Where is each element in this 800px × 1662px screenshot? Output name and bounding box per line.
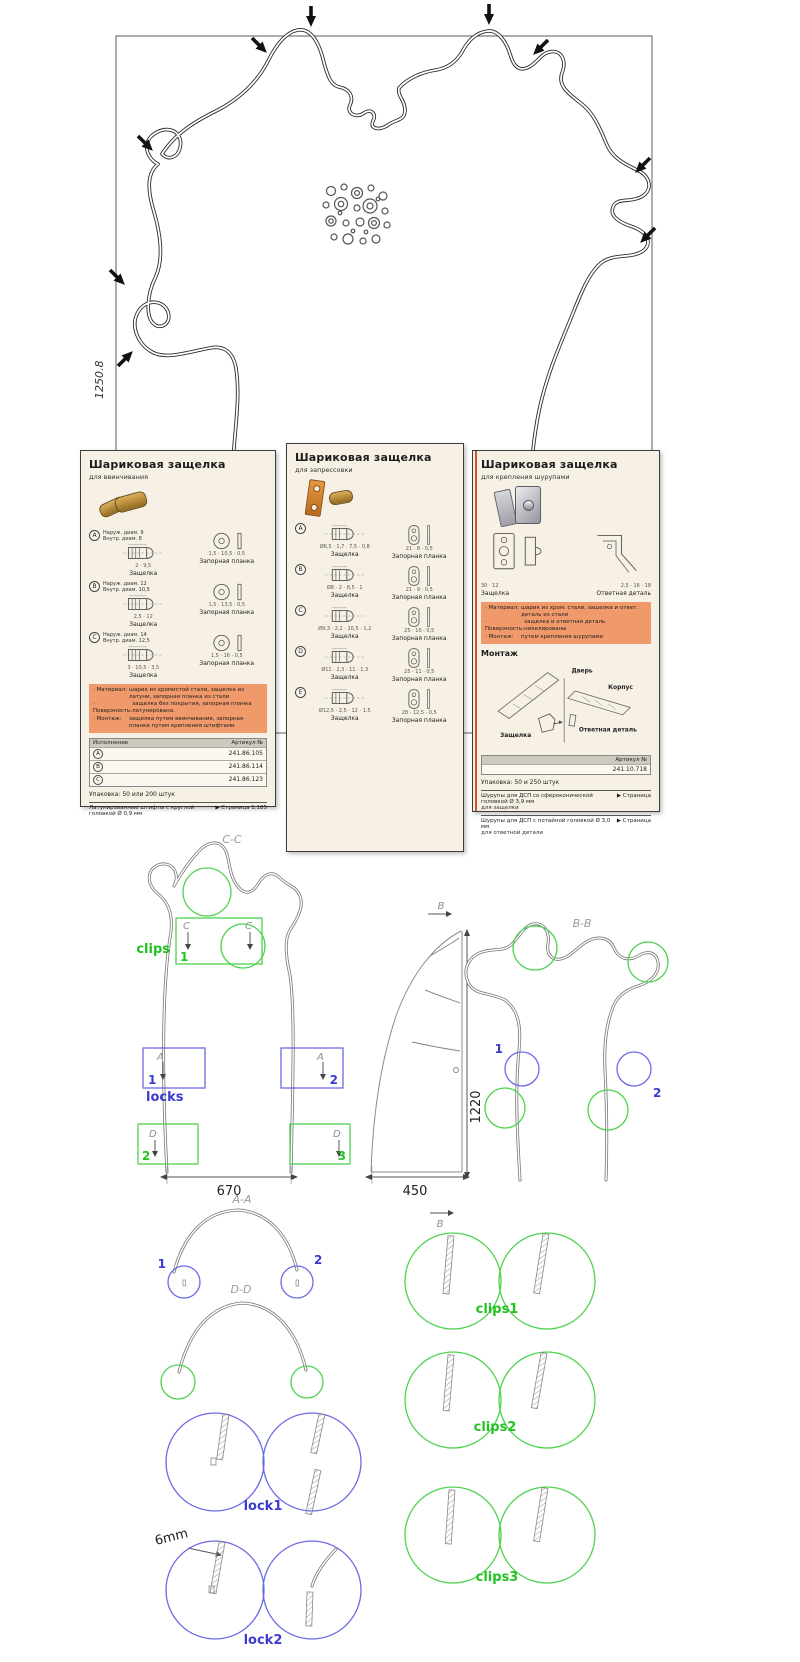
variant-letter: B bbox=[93, 762, 103, 772]
plate-label: Запорная планка bbox=[391, 594, 447, 601]
footer-text: Латунированные штифты с круглой головкой Ø 0,9 мм bbox=[89, 804, 195, 817]
catalog-section-row bbox=[89, 632, 267, 679]
detail-clips3 bbox=[405, 1487, 595, 1585]
plate-column bbox=[384, 523, 456, 560]
table-header bbox=[482, 756, 650, 764]
detail-lock2 bbox=[153, 1526, 361, 1648]
cross-reference-footer bbox=[481, 790, 651, 811]
variant-letter: A bbox=[93, 749, 103, 759]
section-cc-label: C-C bbox=[222, 833, 242, 846]
info-key: · Материал: bbox=[485, 605, 521, 619]
lock-region-number-2: 2 bbox=[329, 1073, 338, 1087]
latch-dimensions: 3 · 10,5 · 3,5 bbox=[127, 665, 160, 671]
side-width-dimension: 450 bbox=[402, 1184, 428, 1199]
catalog-section-row bbox=[295, 523, 455, 560]
latch-label: Защелка bbox=[330, 674, 359, 681]
article-table bbox=[481, 755, 651, 775]
plate-label: Запорная планка bbox=[391, 553, 447, 560]
lock-region-number-1: 1 bbox=[148, 1073, 157, 1087]
d-region-number-3: 3 bbox=[337, 1149, 346, 1163]
variant-letter: B bbox=[295, 564, 306, 575]
lock2-label: lock2 bbox=[243, 1633, 283, 1648]
plate-column bbox=[187, 530, 268, 565]
col-header-article: Артикул № bbox=[615, 756, 647, 763]
catalog-header bbox=[295, 451, 455, 474]
clips-region-number: 1 bbox=[180, 950, 189, 964]
table-row bbox=[90, 773, 266, 786]
latch-and-plate-drawing bbox=[481, 528, 651, 578]
latch-dimensions: Ø9,3 · 2,2 · 10,5 · 1,2 bbox=[318, 626, 372, 632]
plate-dimensions: 25 · 10 · 0,5 bbox=[404, 628, 435, 634]
latch-dimensions: 2,5 · 12 bbox=[133, 614, 153, 620]
strike-plate-sketch bbox=[203, 633, 251, 653]
latch-dimensions: Ø8 · 2 · 8,5 · 1 bbox=[326, 585, 363, 591]
detail-circle bbox=[499, 1487, 595, 1583]
plate-column bbox=[384, 605, 456, 642]
plate-column bbox=[384, 646, 456, 683]
sheet-height-dimension: 1250.8 bbox=[93, 360, 106, 399]
section-marker-b: B bbox=[436, 1219, 444, 1230]
latch-dimensions: Ø11 · 2,3 · 11 · 1,3 bbox=[321, 667, 369, 673]
counter-piece-label: Ответная деталь bbox=[578, 726, 637, 734]
page-subtitle: для крепления шурупами bbox=[481, 473, 570, 481]
table-body bbox=[90, 747, 266, 786]
d-region-number-2: 2 bbox=[142, 1149, 151, 1163]
section-marker-d: D bbox=[149, 1129, 157, 1140]
page-title: Шариковая защелка bbox=[295, 451, 432, 464]
variant-sections bbox=[89, 530, 267, 679]
latch-label: Защелка bbox=[481, 590, 510, 597]
detail-circle bbox=[166, 1413, 264, 1511]
footer-page-ref: ▶ Страница bbox=[616, 792, 651, 799]
info-key: · Монтаж: bbox=[485, 634, 521, 641]
latch-sketch bbox=[321, 524, 369, 544]
packaging-note: Упаковка: 50 или 200 штук bbox=[89, 790, 175, 798]
catalog-section-row bbox=[295, 564, 455, 601]
variant-letter: C bbox=[93, 775, 103, 785]
plate-label: Запорная планка bbox=[391, 635, 447, 642]
info-key: · Монтаж: bbox=[93, 716, 129, 730]
info-value: шарик из хромистой стали, защелка из латуни, запорная планка из стали bbox=[129, 687, 245, 701]
footer-subtext: для ответной детали bbox=[481, 829, 543, 836]
section-marker-c: C bbox=[183, 921, 190, 932]
front-view bbox=[136, 833, 350, 1199]
section-marker-a: A bbox=[317, 1052, 324, 1063]
footer-page-ref: ▶ Страница bbox=[616, 817, 651, 824]
detail-clips2 bbox=[405, 1352, 595, 1448]
catalog-header bbox=[481, 458, 651, 481]
plate-dimensions: 25 · 11 · 0,5 bbox=[404, 669, 435, 675]
info-key: · Поверхность: bbox=[485, 619, 524, 633]
brass-cylinder-photo bbox=[328, 489, 354, 506]
size-note: Наруж. диам. 12 bbox=[103, 581, 147, 587]
latch-dimensions: Ø6,5 · 1,7 · 7,5 · 0,8 bbox=[319, 544, 370, 550]
latch-column bbox=[103, 632, 184, 679]
variant-letter: D bbox=[295, 646, 306, 657]
strike-plate-sketch bbox=[395, 647, 443, 669]
latch-label: Защелка bbox=[500, 731, 532, 739]
latch-column bbox=[309, 646, 381, 681]
info-value: защелка без покрытия, запорная планка латунирована. bbox=[132, 701, 252, 715]
clip-detail-circle bbox=[485, 1088, 525, 1128]
catalog-section-row bbox=[89, 530, 267, 577]
plate-column bbox=[187, 581, 268, 616]
catalog-section-row bbox=[295, 687, 455, 724]
section-bb-view bbox=[466, 917, 668, 1180]
size-note: Внутр. диам. 12,5 bbox=[103, 638, 150, 644]
section-marker-d: D bbox=[333, 1129, 341, 1140]
info-row bbox=[485, 619, 647, 633]
bb-lock-number-2: 2 bbox=[653, 1086, 662, 1100]
page-subtitle: для ввинчивания bbox=[89, 473, 149, 481]
clip-detail-circle bbox=[221, 924, 265, 968]
catalog-page-screw-mount bbox=[472, 450, 660, 836]
latch-label: Защелка bbox=[330, 715, 359, 722]
drawing-dimensions bbox=[481, 583, 651, 589]
info-key: · Поверхность: bbox=[93, 701, 132, 715]
latch-dimensions: Ø12,5 · 2,5 · 12 · 1,5 bbox=[318, 708, 371, 714]
plate-label: Запорная планка bbox=[391, 717, 447, 724]
latch-sketch bbox=[321, 565, 369, 585]
strike-plate-sketch bbox=[395, 688, 443, 710]
section-marker-b: B bbox=[437, 901, 445, 912]
latch-label: Защелка bbox=[330, 633, 359, 640]
packaging-note: Упаковка: 50 и 250 штук bbox=[481, 778, 560, 786]
clips1-label: clips1 bbox=[475, 1302, 519, 1317]
strike-plate-sketch bbox=[395, 524, 443, 546]
article-number: 241.86.114 bbox=[228, 763, 263, 771]
lock-detail-circle bbox=[505, 1052, 539, 1086]
side-height-dimension: 1220 bbox=[469, 1090, 484, 1124]
table-row bbox=[90, 760, 266, 773]
steel-latch-photo bbox=[515, 486, 541, 524]
strike-plate-photo bbox=[305, 479, 326, 517]
section-dd-label: D-D bbox=[230, 1283, 252, 1296]
footer-text: Шурупы для ДСП со сфероконической головкой Ø 3,9 мм bbox=[481, 792, 593, 805]
pointer-arrows bbox=[106, 4, 658, 370]
latch-label: Защелка bbox=[129, 672, 158, 679]
footer-text-block bbox=[481, 818, 613, 836]
strike-plate-sketch bbox=[395, 565, 443, 587]
latch-column bbox=[103, 530, 184, 577]
catalog-page-screw-in bbox=[80, 450, 276, 817]
cad-views-drawing bbox=[0, 817, 800, 1662]
section-dd-view bbox=[161, 1283, 323, 1399]
product-photo bbox=[481, 484, 651, 528]
latch-dimensions: 2 · 9,5 bbox=[135, 563, 152, 569]
page-title: Шариковая защелка bbox=[89, 458, 226, 471]
info-key: · Материал: bbox=[93, 687, 129, 701]
clip-detail-circle bbox=[628, 942, 668, 982]
info-value: шарик из хром. стали, защелка и ответ. деталь из стали bbox=[521, 605, 639, 619]
article-number: 241.10.718 bbox=[612, 765, 647, 773]
aa-number-2: 2 bbox=[314, 1253, 323, 1267]
plate-label: Запорная планка bbox=[199, 609, 255, 616]
plate-label: Запорная планка bbox=[391, 676, 447, 683]
variant-letter: A bbox=[89, 530, 100, 541]
size-note: Наруж. диам. 14 bbox=[103, 632, 147, 638]
carcass-label: Корпус bbox=[608, 683, 633, 691]
size-note: Внутр. диам. 10,5 bbox=[103, 587, 150, 593]
article-number: 241.86.123 bbox=[228, 776, 263, 784]
section-bb-label: B-B bbox=[572, 917, 592, 930]
table-row bbox=[90, 747, 266, 760]
plate-label: Запорная планка bbox=[199, 558, 255, 565]
plate-dimensions: 28 · 12,5 · 0,5 bbox=[401, 710, 437, 716]
latch-column bbox=[103, 581, 184, 628]
hardware-circles-cluster bbox=[323, 184, 390, 244]
info-value: путем крепления шурупами bbox=[521, 633, 603, 640]
brass-cylinder-photo bbox=[113, 490, 148, 514]
door-label: Дверь bbox=[571, 667, 593, 675]
latch-sketch bbox=[321, 647, 369, 667]
info-value: защелка путем ввинчивания, запорная планка путем крепления штифтами bbox=[129, 715, 244, 729]
lock-detail-circle bbox=[168, 1266, 200, 1298]
catalog-page-press-in bbox=[286, 443, 464, 852]
cross-reference-footer bbox=[89, 802, 267, 817]
clips3-label: clips3 bbox=[475, 1570, 519, 1585]
cross-reference-footer bbox=[481, 815, 651, 836]
info-value: защелка и ответная деталь никелированы bbox=[524, 619, 606, 633]
size-note: Наруж. диам. 9 bbox=[103, 530, 144, 536]
catalog-section-row bbox=[295, 646, 455, 683]
latch-label: Защелка bbox=[129, 570, 158, 577]
clips-label: clips bbox=[136, 942, 170, 957]
plate-dimensions: 21 · 8 · 0,5 bbox=[405, 546, 433, 552]
info-row bbox=[93, 701, 263, 715]
variant-letter: C bbox=[295, 605, 306, 616]
info-row bbox=[485, 634, 647, 641]
page-title: Шариковая защелка bbox=[481, 458, 618, 471]
clip-detail-circle bbox=[513, 926, 557, 970]
info-row bbox=[93, 687, 263, 701]
clips2-label: clips2 bbox=[473, 1420, 517, 1435]
latch-dimensions: 30 · 12 bbox=[481, 583, 499, 589]
article-number: 241.86.105 bbox=[228, 750, 263, 758]
variant-letter: B bbox=[89, 581, 100, 592]
plate-dimensions: 2,5 · 16 · 18 bbox=[620, 583, 651, 589]
col-header-article: Артикул № bbox=[231, 739, 263, 746]
strike-plate-sketch bbox=[203, 531, 251, 551]
footer-text-block bbox=[481, 793, 613, 811]
steel-plate-photo bbox=[493, 489, 517, 528]
section-marker-a: A bbox=[157, 1052, 164, 1063]
aa-number-1: 1 bbox=[157, 1257, 166, 1271]
plate-label: Ответная деталь bbox=[596, 590, 651, 597]
plate-label: Запорная планка bbox=[199, 660, 255, 667]
montage-heading: Монтаж bbox=[481, 648, 518, 658]
plate-dimensions: 1,5 · 13,5 · 0,5 bbox=[208, 602, 246, 608]
product-photo bbox=[295, 477, 455, 519]
latch-sketch bbox=[321, 688, 369, 708]
section-aa-label: A-A bbox=[232, 1193, 252, 1206]
plate-dimensions: 21 · 9 · 0,5 bbox=[405, 587, 433, 593]
variant-letter: E bbox=[295, 687, 306, 698]
size-note: Внутр. диам. 8 bbox=[103, 536, 142, 542]
clip-detail-circle bbox=[183, 868, 231, 916]
catalog-header bbox=[89, 458, 267, 481]
hole-mark bbox=[454, 1068, 459, 1073]
table-row bbox=[482, 764, 650, 774]
montage-isometric-drawing bbox=[481, 658, 651, 746]
material-info-box bbox=[89, 684, 267, 733]
latch-label: Защелка bbox=[330, 551, 359, 558]
article-table bbox=[89, 738, 267, 787]
plate-column bbox=[384, 564, 456, 601]
front-width-dimension: 670 bbox=[216, 1184, 242, 1199]
product-photo bbox=[89, 484, 267, 526]
plate-dimensions: 1,5 · 16 · 0,5 bbox=[210, 653, 243, 659]
lock-detail-circle bbox=[617, 1052, 651, 1086]
pin-dimension: 6mm bbox=[153, 1526, 190, 1549]
latch-column bbox=[309, 523, 381, 558]
latch-sketch bbox=[321, 606, 369, 626]
variant-sections bbox=[295, 523, 455, 724]
detail-lock1 bbox=[166, 1413, 361, 1515]
latch-column bbox=[309, 564, 381, 599]
strike-plate-sketch bbox=[203, 582, 251, 602]
info-row bbox=[93, 716, 263, 730]
latch-label: Защелка bbox=[330, 592, 359, 599]
lock1-label: lock1 bbox=[243, 1499, 283, 1514]
footer-subtext: для защелки bbox=[481, 804, 519, 811]
variant-letter: A bbox=[295, 523, 306, 534]
side-view bbox=[365, 901, 484, 1230]
latch-label: Защелка bbox=[129, 621, 158, 628]
latch-sketch bbox=[119, 543, 167, 563]
table-header bbox=[90, 739, 266, 747]
page-subtitle: для запрессовки bbox=[295, 466, 353, 474]
latch-sketch bbox=[119, 594, 167, 614]
plate-column bbox=[187, 632, 268, 667]
strike-plate-sketch bbox=[395, 606, 443, 628]
footer-text: Шурупы для ДСП с потайной головкой Ø 3,0 мм bbox=[481, 817, 611, 830]
material-info-box bbox=[481, 602, 651, 644]
plate-column bbox=[384, 687, 456, 724]
catalog-section-row bbox=[89, 581, 267, 628]
locks-label: locks bbox=[146, 1090, 184, 1105]
latch-column bbox=[309, 687, 381, 722]
latch-column bbox=[309, 605, 381, 640]
info-row bbox=[485, 605, 647, 619]
variant-letter: C bbox=[89, 632, 100, 643]
footer-page-ref: ▶ Страница 1.185 bbox=[215, 804, 267, 811]
latch-sketch bbox=[119, 645, 167, 665]
section-marker-c: C bbox=[245, 921, 252, 932]
col-header-version: Исполнение bbox=[93, 739, 129, 746]
catalog-section-row bbox=[295, 605, 455, 642]
bb-lock-number-1: 1 bbox=[494, 1042, 503, 1056]
detail-clips1 bbox=[405, 1233, 595, 1329]
drawing-labels bbox=[481, 590, 651, 597]
plate-dimensions: 1,5 · 10,5 · 0,5 bbox=[208, 551, 246, 557]
